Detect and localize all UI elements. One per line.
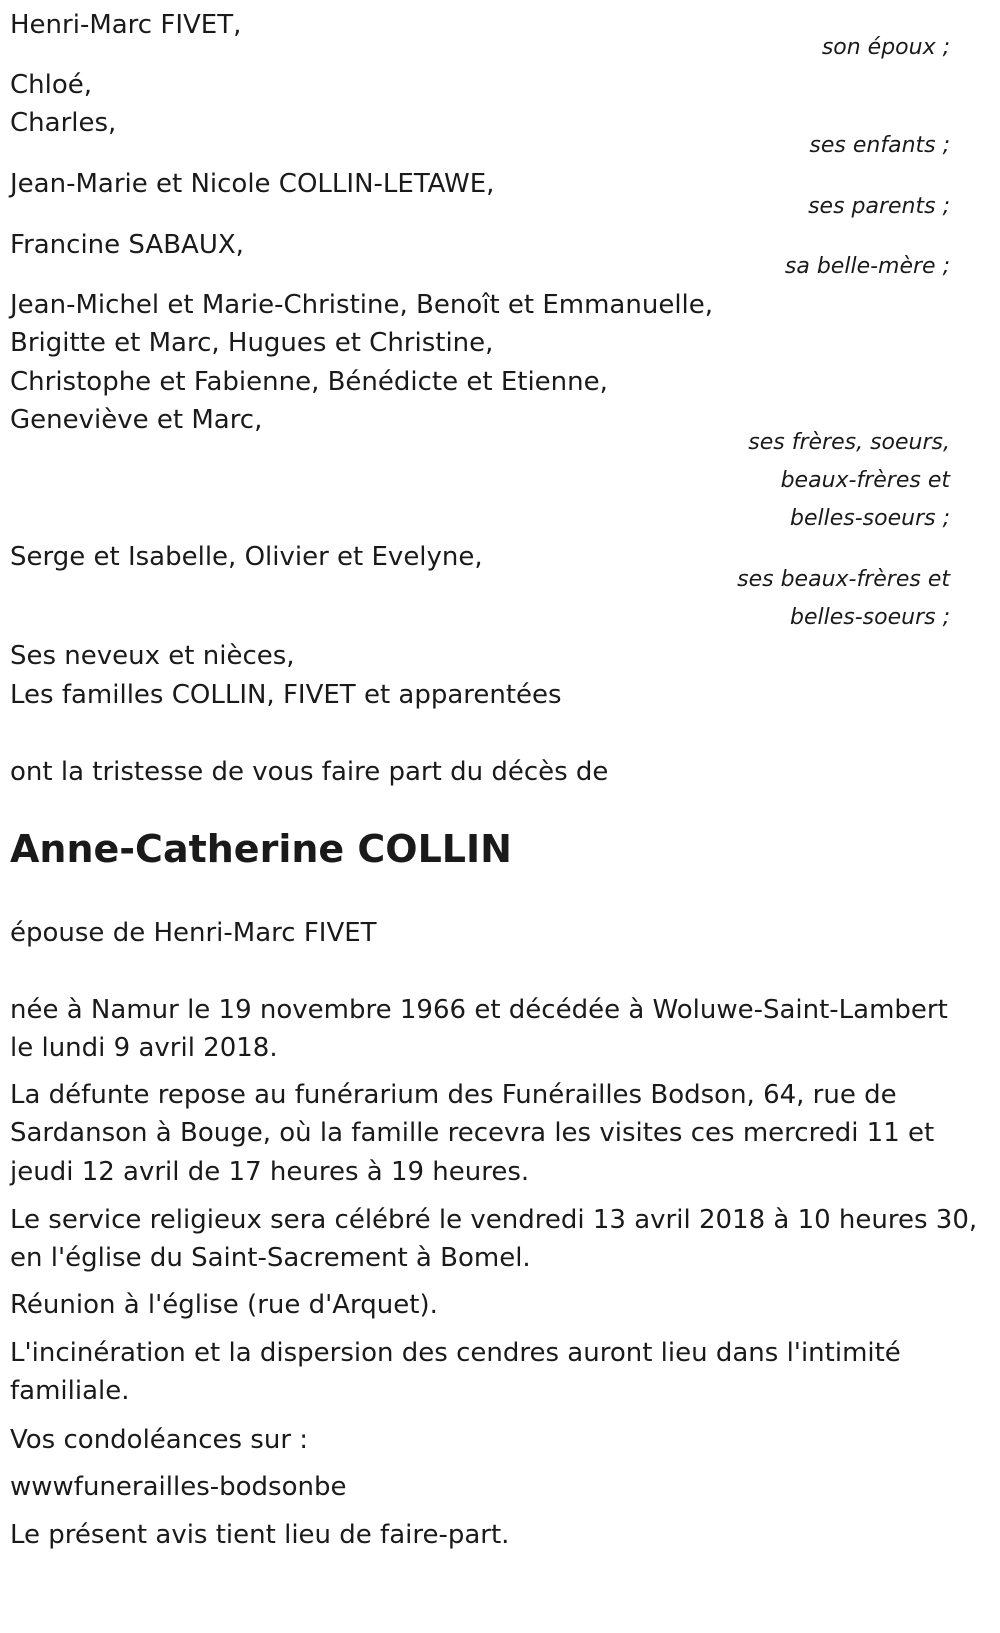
siblings-role-line: belles-soeurs ; (790, 506, 950, 531)
parents-role: ses parents ; (808, 194, 950, 219)
funeral-home-line: La défunte repose au funérarium des Funérailles Bodson, 64, rue de (10, 1080, 897, 1110)
siblings-role-line: beaux-frères et (780, 468, 950, 493)
website-text: wwwfunerailles-bodsonbe (10, 1472, 347, 1502)
funeral-home-line: jeudi 12 avril de 17 heures à 19 heures. (10, 1157, 530, 1187)
other-relatives-line: Les familles COLLIN, FIVET et apparentées (10, 680, 562, 710)
service-line: en l'église du Saint-Sacrement à Bomel. (10, 1243, 531, 1273)
mother-in-law-name: Francine SABAUX, (10, 230, 244, 260)
closing-text: Le présent avis tient lieu de faire-part. (10, 1520, 510, 1550)
meeting-text: Réunion à l'église (rue d'Arquet). (10, 1290, 438, 1320)
sibling-line: Geneviève et Marc, (10, 405, 263, 435)
birth-death-line: née à Namur le 19 novembre 1966 et décédée à Woluwe-Saint-Lambert (10, 995, 948, 1025)
sibling-line: Christophe et Fabienne, Bénédicte et Etienne, (10, 367, 608, 397)
announcement-text: ont la tristesse de vous faire part du décès de (10, 757, 609, 787)
sibling-line: Brigitte et Marc, Hugues et Christine, (10, 328, 494, 358)
deceased-name: Anne-Catherine COLLIN (10, 827, 512, 871)
siblings-role-line: ses frères, soeurs, (748, 430, 950, 455)
in-laws-role-line: belles-soeurs ; (790, 605, 950, 630)
cremation-line: familiale. (10, 1376, 130, 1406)
spouse-role: son époux ; (821, 35, 950, 60)
birth-death-line: le lundi 9 avril 2018. (10, 1033, 278, 1063)
service-line: Le service religieux sera célébré le vendredi 13 avril 2018 à 10 heures 30, (10, 1205, 978, 1235)
in-laws-name: Serge et Isabelle, Olivier et Evelyne, (10, 542, 483, 572)
child-name: Chloé, (10, 70, 93, 100)
child-name: Charles, (10, 108, 117, 138)
parents-name: Jean-Marie et Nicole COLLIN-LETAWE, (10, 169, 495, 199)
cremation-line: L'incinération et la dispersion des cendres auront lieu dans l'intimité (10, 1338, 901, 1368)
condolences-label: Vos condoléances sur : (10, 1425, 309, 1455)
sibling-line: Jean-Michel et Marie-Christine, Benoît et Emmanuelle, (10, 290, 714, 320)
spouse-name: Henri-Marc FIVET, (10, 10, 242, 40)
in-laws-role-line: ses beaux-frères et (737, 567, 950, 592)
children-role: ses enfants ; (809, 133, 950, 158)
funeral-home-line: Sardanson à Bouge, où la famille recevra les visites ces mercredi 11 et (10, 1118, 935, 1148)
spouse-of-text: épouse de Henri-Marc FIVET (10, 918, 377, 948)
other-relatives-line: Ses neveux et nièces, (10, 641, 295, 671)
mother-in-law-role: sa belle-mère ; (784, 254, 950, 279)
